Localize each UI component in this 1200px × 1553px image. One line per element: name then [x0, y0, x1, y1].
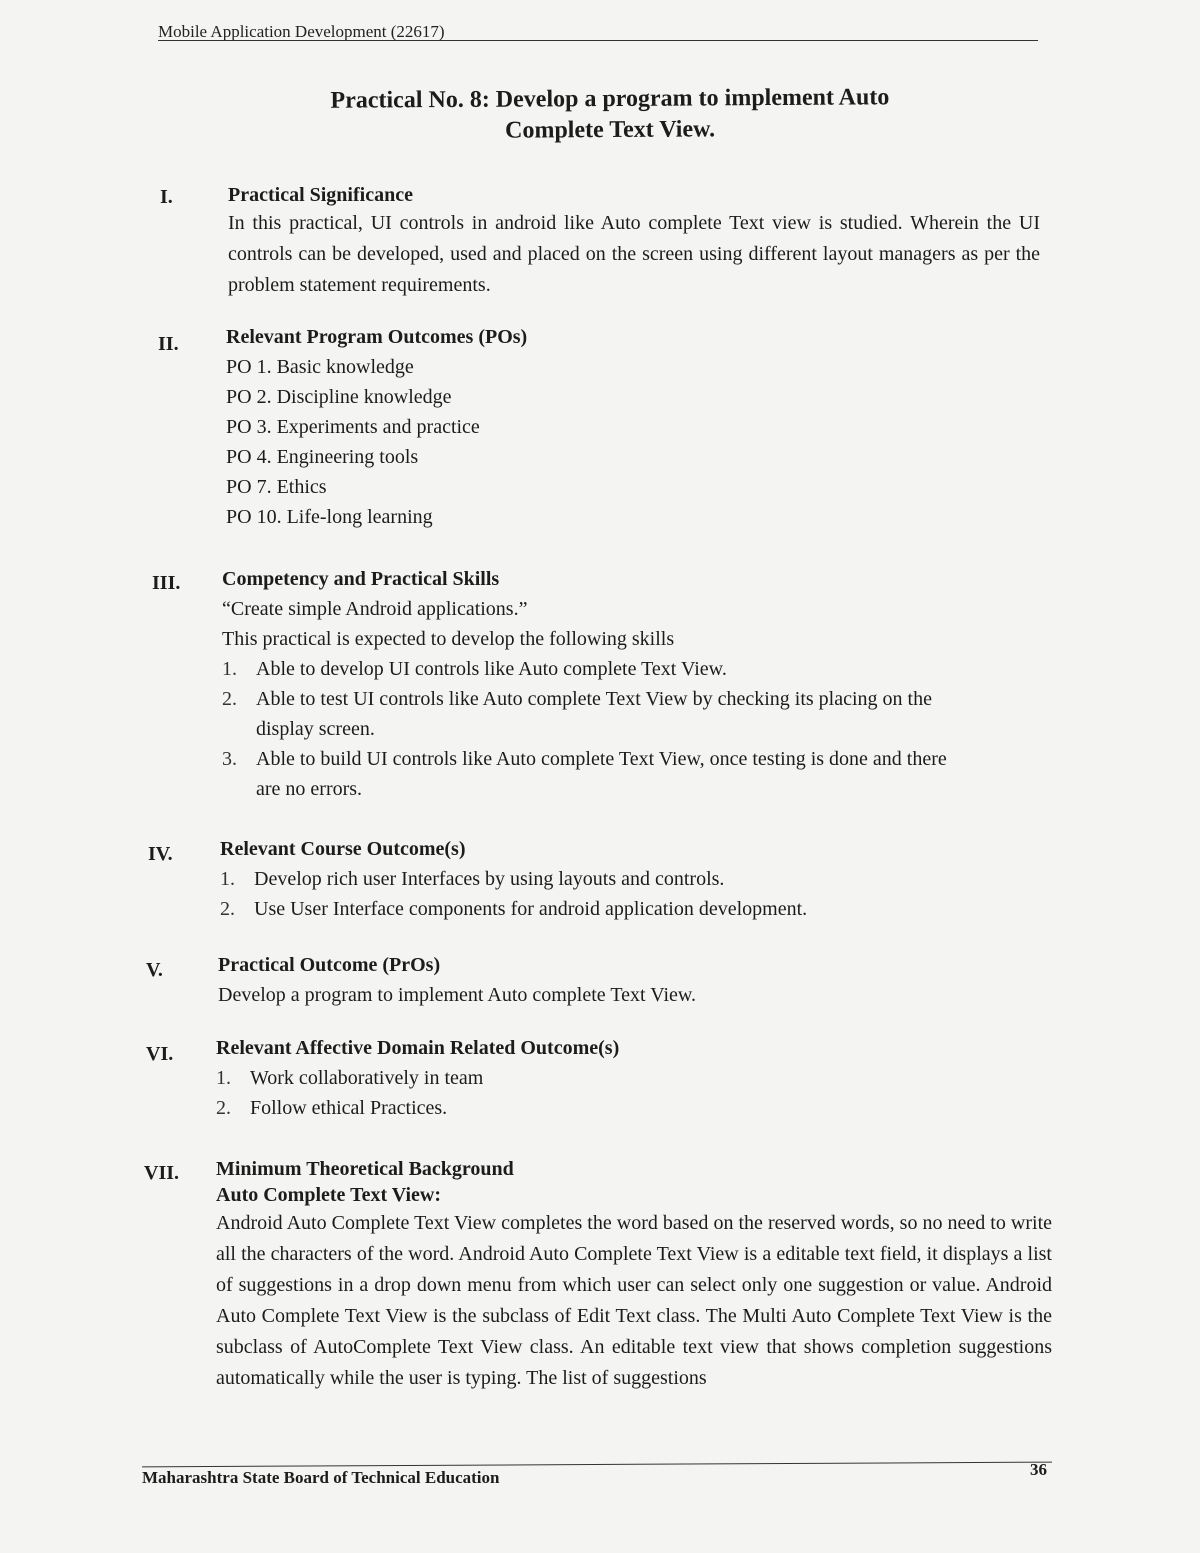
section-program-outcomes [226, 324, 1026, 532]
po-item: PO 10. Life-long learning [226, 506, 433, 528]
po-item: PO 3. Experiments and practice [226, 416, 480, 438]
list-item [220, 894, 1020, 924]
section-competency-skills [222, 566, 952, 804]
item-text: Able to test UI controls like Auto complete Text View by checking its placing on the display screen. [256, 688, 932, 740]
po-item: PO 2. Discipline knowledge [226, 386, 452, 408]
item-text: Follow ethical Practices. [250, 1097, 448, 1119]
section-4-heading: Relevant Course Outcome(s) [220, 838, 466, 860]
list-item [222, 744, 952, 804]
po-item: PO 1. Basic knowledge [226, 356, 414, 378]
title-line-1: Practical No. 8: Develop a program to implement Auto [330, 84, 890, 114]
list-item [222, 654, 952, 684]
section-7-heading: Minimum Theoretical Background [216, 1158, 514, 1180]
item-number: 2. [220, 898, 235, 920]
footer-publisher: Maharashtra State Board of Technical Education [142, 1468, 500, 1487]
section-course-outcomes [220, 836, 1020, 924]
page-number: 36 [1030, 1460, 1047, 1479]
item-number: 1. [222, 658, 237, 680]
section-1-heading: Practical Significance [228, 184, 413, 206]
item-number: 2. [222, 688, 237, 710]
item-number: 2. [216, 1097, 231, 1119]
section-theoretical-background [216, 1156, 1052, 1394]
item-text: Use User Interface components for android application development. [254, 898, 808, 920]
running-header: Mobile Application Development (22617) [158, 22, 445, 41]
list-item [216, 1093, 1016, 1123]
item-number: 1. [220, 868, 235, 890]
practical-title [200, 81, 1020, 148]
section-5-body: Develop a program to implement Auto complete Text View. [218, 984, 697, 1006]
section-6-numeral: VI. [146, 1043, 174, 1065]
item-number: 3. [222, 748, 237, 770]
section-1-numeral: I. [160, 186, 173, 208]
course-outcomes-list [220, 864, 1020, 924]
header-rule [158, 40, 1038, 41]
skills-list [222, 654, 952, 804]
section-6-heading: Relevant Affective Domain Related Outcome(s) [216, 1037, 620, 1059]
section-practical-outcome [218, 952, 1018, 1010]
affective-outcomes-list [216, 1063, 1016, 1123]
section-3-intro: This practical is expected to develop the following skills [222, 628, 675, 650]
section-4-numeral: IV. [148, 843, 173, 865]
list-item [222, 684, 952, 744]
item-text: Develop rich user Interfaces by using layouts and controls. [254, 868, 725, 890]
section-5-heading: Practical Outcome (PrOs) [218, 954, 441, 976]
footer-rule [142, 1462, 1052, 1468]
list-item [220, 864, 1020, 894]
section-7-subheading: Auto Complete Text View: [216, 1184, 441, 1206]
section-3-quote: “Create simple Android applications.” [222, 598, 528, 620]
section-7-body: Android Auto Complete Text View completes the word based on the reserved words, so no need to write all the characters of the word. Android Auto Complete Text View is a editable text field, it displays a list of suggestions in a drop down menu from which user can select only one suggestion or value. Android Auto Complete Text View is the subclass of Edit Text class. The Multi Auto Complete Text View is the subclass of AutoComplete Text View class. An editable text view that shows completion suggestions automatically while the user is typing. The list of suggestions [216, 1212, 1052, 1389]
item-text: Able to build UI controls like Auto complete Text View, once testing is done and there are no errors. [256, 748, 947, 800]
section-practical-significance [228, 182, 1040, 301]
item-text: Able to develop UI controls like Auto complete Text View. [256, 658, 727, 680]
section-5-numeral: V. [146, 959, 163, 981]
section-2-numeral: II. [158, 333, 179, 355]
section-3-heading: Competency and Practical Skills [222, 568, 500, 590]
section-1-body: In this practical, UI controls in android like Auto complete Text view is studied. Wherein the UI controls can be developed, used and placed on the screen using different layout managers as per the problem statement requirements. [228, 212, 1040, 296]
item-text: Work collaboratively in team [250, 1067, 484, 1089]
section-2-heading: Relevant Program Outcomes (POs) [226, 326, 528, 348]
po-item: PO 4. Engineering tools [226, 446, 419, 468]
po-item: PO 7. Ethics [226, 476, 327, 498]
section-affective-outcomes [216, 1035, 1016, 1123]
item-number: 1. [216, 1067, 231, 1089]
section-7-numeral: VII. [144, 1162, 180, 1184]
list-item [216, 1063, 1016, 1093]
section-3-numeral: III. [152, 572, 181, 594]
title-line-2: Complete Text View. [505, 116, 716, 144]
